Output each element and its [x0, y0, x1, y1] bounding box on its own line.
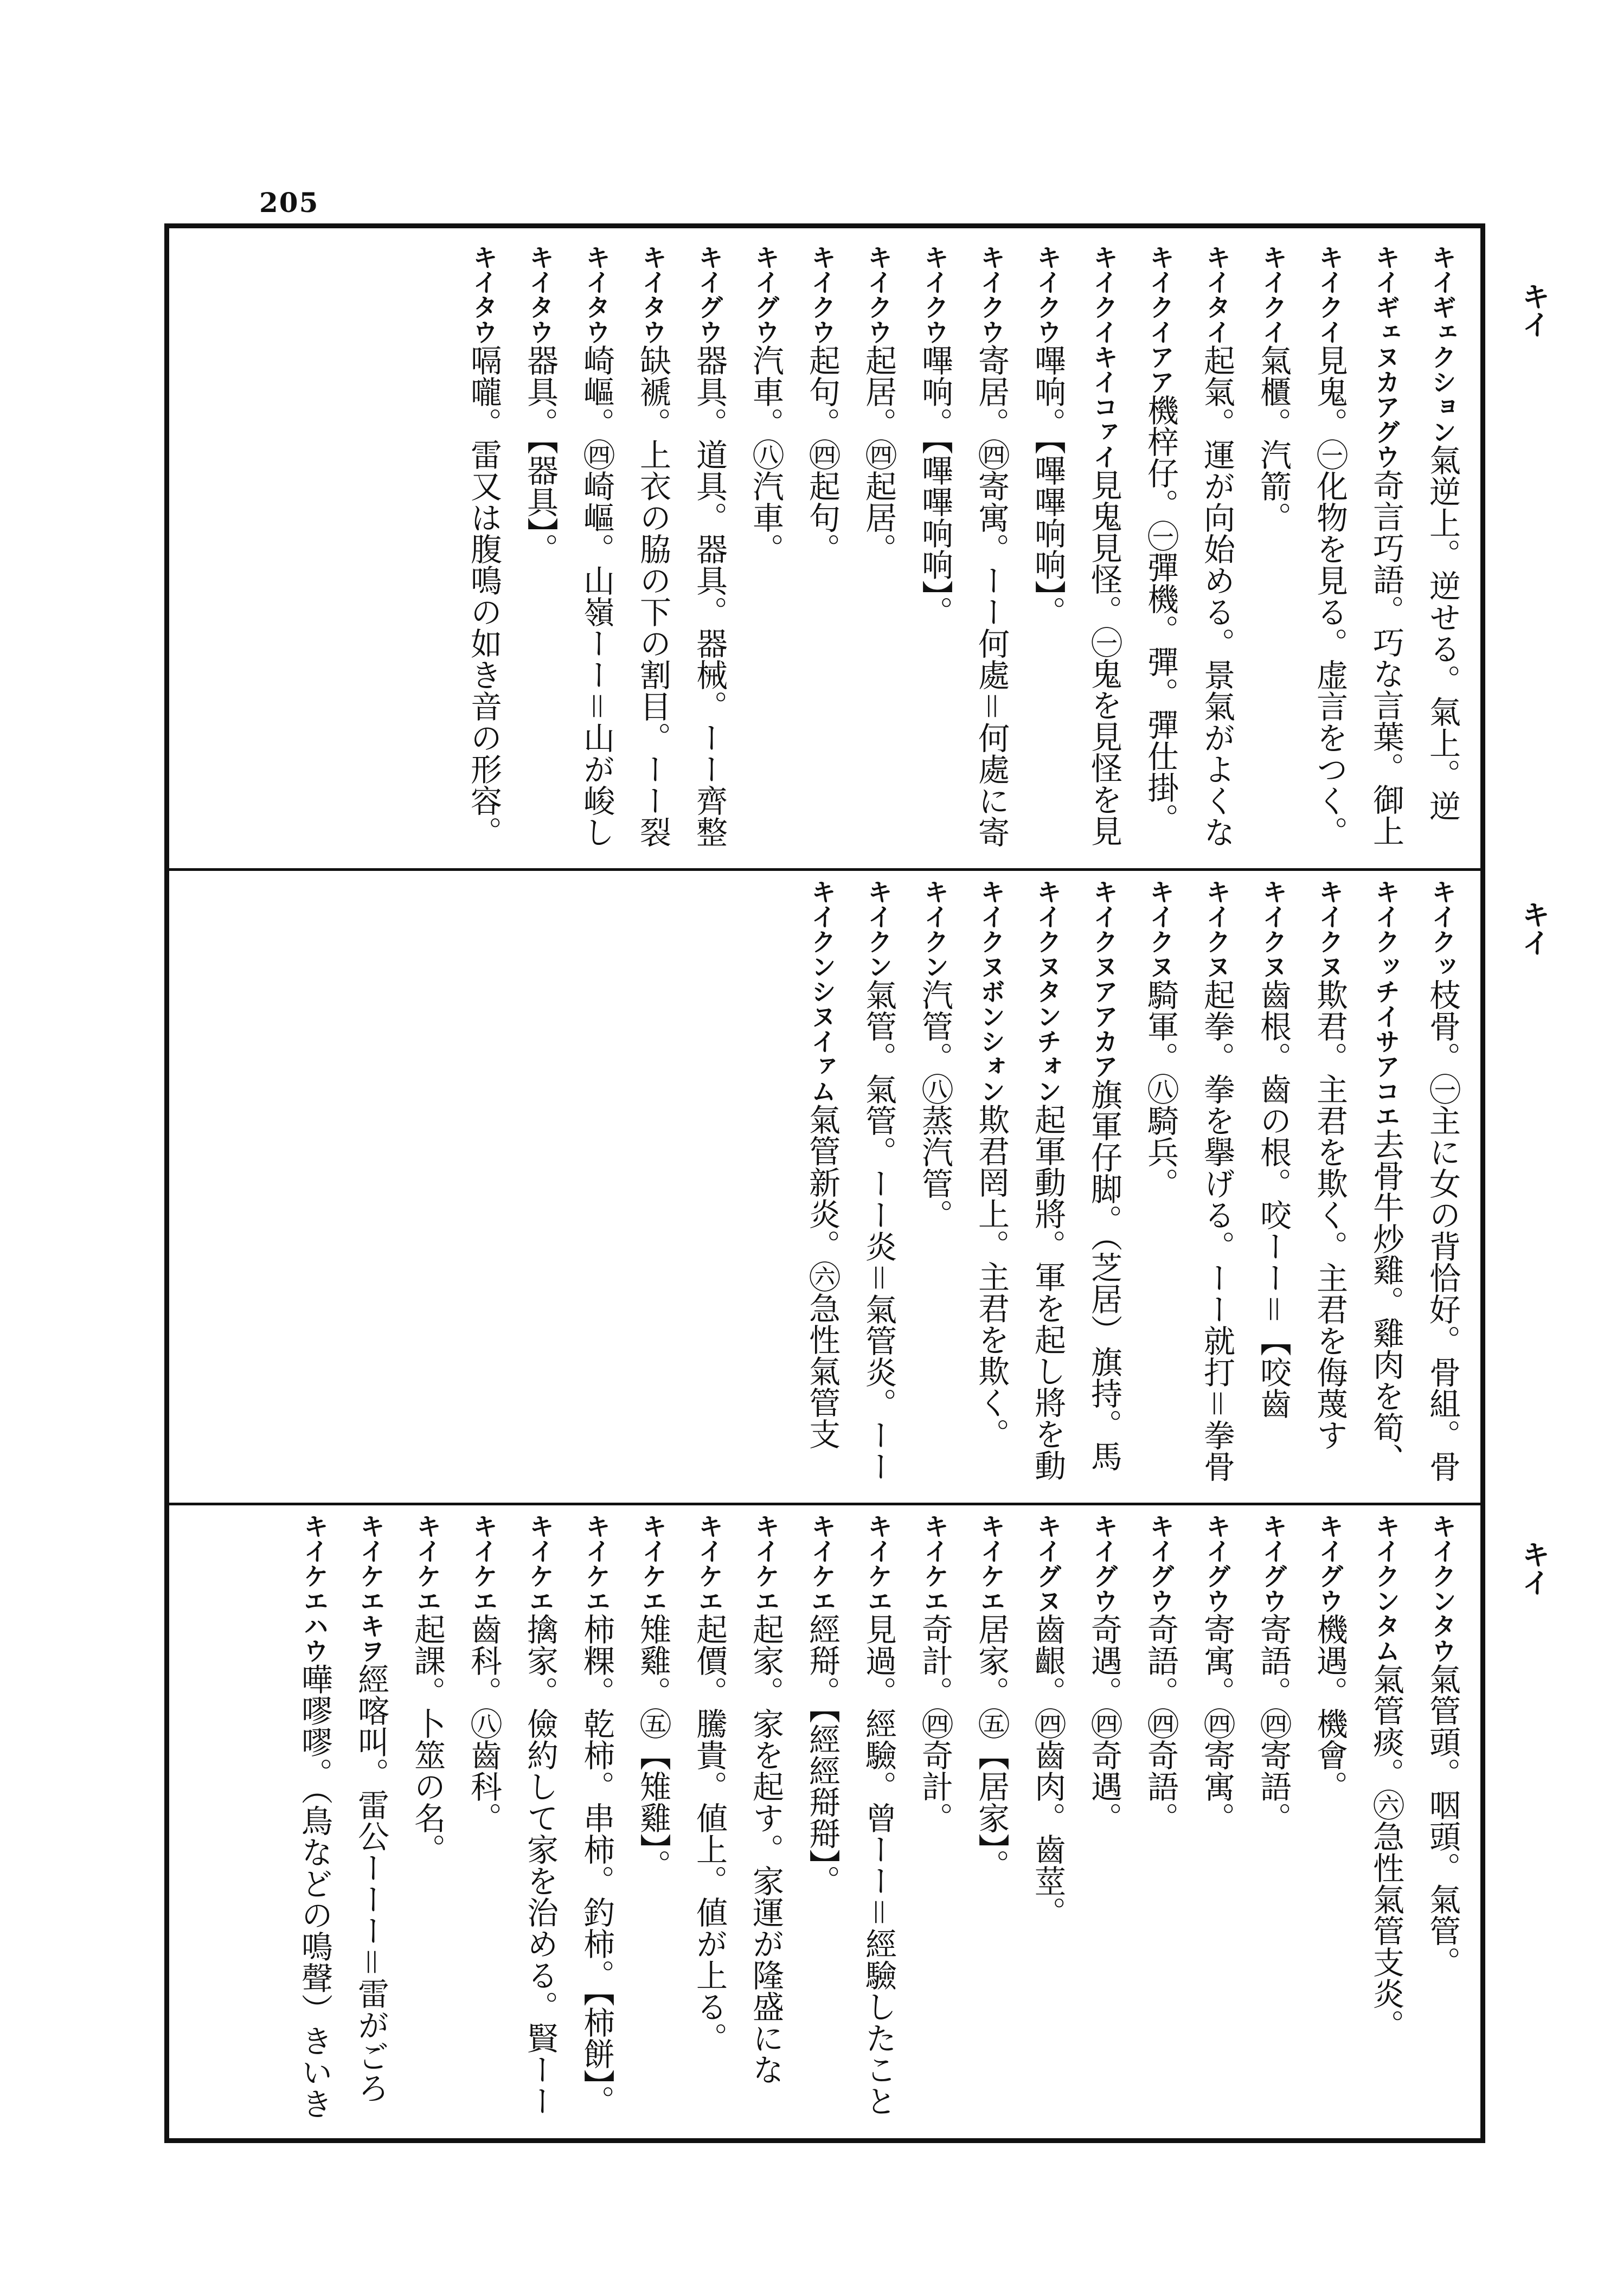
- entry: [1245, 1513, 1301, 2132]
- entry-text: 嘩嘐嘐。（鳥などの鳴聲）きいき: [296, 1663, 333, 2119]
- entry: [1019, 879, 1076, 1497]
- entry: [1245, 245, 1301, 863]
- entry-text: 器具。【器具】。: [522, 344, 559, 565]
- entry-reading: キイグウ: [751, 245, 780, 344]
- dictionary-frame: [164, 223, 1485, 2143]
- entry-reading: キイギェヌカアグウ: [1371, 245, 1401, 469]
- entry: [1358, 245, 1414, 863]
- entry: [963, 245, 1019, 863]
- entry-reading: キイクイ: [1259, 245, 1288, 344]
- entry-text: 柿粿。乾柿。串柿。釣柿。【柿餅】。: [578, 1613, 615, 2117]
- entry: [850, 245, 907, 863]
- entry: [1076, 879, 1132, 1497]
- entry: [456, 1513, 512, 2132]
- section-bottom: [179, 1513, 1471, 2132]
- entry: [681, 1513, 737, 2132]
- entry-text: 氣管痰。㊅急性氣管支炎。: [1368, 1663, 1404, 2041]
- entry-reading: キイクウ: [977, 245, 1006, 344]
- entry-text: 氣管新炎。㊅急性氣管支: [804, 1104, 841, 1450]
- entry-text: 起拳。拳を擧げる。ーー就打＝拳骨: [1198, 979, 1235, 1483]
- page-number: 205: [259, 187, 319, 219]
- entry-text: 嗶响。【嗶嗶响响】。: [1029, 344, 1066, 627]
- entry-reading: キイグウ: [1259, 1513, 1288, 1613]
- entry-reading: キイタウ: [582, 245, 611, 344]
- entry: [1414, 1513, 1471, 2132]
- entry-reading: キイグウ: [1202, 1513, 1231, 1613]
- entry: [1301, 245, 1358, 863]
- entry-reading: キイグウ: [1089, 1513, 1119, 1613]
- entry-reading: キイクヌ: [1202, 879, 1231, 979]
- entry-text: 見鬼。㊀化物を見る。虚言をつく。: [1311, 344, 1348, 848]
- entry-text: 嗝嚨。雷又は腹鳴の如き音の形容。: [465, 344, 502, 848]
- entry-reading: キイケエ: [413, 1513, 442, 1613]
- entry-text: 見鬼見怪。㊀鬼を見怪を見: [1086, 469, 1122, 846]
- entry: [1132, 245, 1189, 863]
- entry: [907, 1513, 963, 2132]
- entry-text: 奇遇。㊃奇遇。: [1086, 1613, 1122, 1833]
- entry-text: 氣管。氣管。ーー炎＝氣管炎。ーー: [860, 979, 897, 1483]
- entry: [907, 245, 963, 863]
- entry-reading: キイクウ: [807, 245, 837, 344]
- entry: [568, 1513, 625, 2132]
- entry-reading: キイクイ: [1315, 245, 1344, 344]
- entry-text: 起價。騰貴。値上。値が上る。: [691, 1613, 728, 2054]
- entry: [1301, 1513, 1358, 2132]
- entry: [963, 879, 1019, 1497]
- entry: [568, 245, 625, 863]
- entry: [512, 1513, 568, 2132]
- entry-text: 汽管。㊇蒸汽管。: [916, 979, 953, 1230]
- entry-text: 起軍動將。軍を起し將を動: [1029, 1104, 1066, 1481]
- entry-reading: キイタイ: [1202, 245, 1231, 344]
- entry-reading: キイグウ: [695, 245, 724, 344]
- entry: [737, 1513, 794, 2132]
- entry: [850, 1513, 907, 2132]
- entry-text: 齒科。㊇齒科。: [465, 1613, 502, 1833]
- entry-text: 去骨牛炒雞。雞肉を筍、: [1368, 1128, 1404, 1474]
- entry-reading: キイクッチイサアコエ: [1371, 879, 1401, 1128]
- section-middle: [179, 879, 1471, 1497]
- entry: [1189, 879, 1245, 1497]
- entry-text: 起課。卜筮の名。: [409, 1613, 446, 1865]
- entry-reading: キイケエ: [751, 1513, 780, 1613]
- entry: [1076, 245, 1132, 863]
- entry-text: 起家。家を起す。家運が隆盛にな: [747, 1613, 784, 2085]
- side-header-bottom: キイ: [1517, 1540, 1550, 1596]
- side-header-middle: キイ: [1517, 900, 1550, 957]
- entry-text: 氣管頭。咽頭。氣管。: [1424, 1663, 1461, 1978]
- entry-text: 缺褫。上衣の脇の下の割目。ーー裂: [634, 344, 671, 848]
- section-top: [179, 245, 1471, 863]
- entry: [1076, 1513, 1132, 2132]
- entry-text: 崎嶇。㊃崎嶇。山嶺ーー＝山が峻し: [578, 344, 615, 848]
- entry: [1245, 879, 1301, 1497]
- entry-text: 起氣。運が向始める。景氣がよくな: [1198, 344, 1235, 848]
- entry: [737, 245, 794, 863]
- entry-text: 欺君罔上。主君を欺く。: [973, 1104, 1010, 1450]
- entry-reading: キイクヌタンチォン: [1033, 879, 1062, 1104]
- entry-reading: キイケエキヲ: [356, 1513, 386, 1663]
- entry: [1301, 879, 1358, 1497]
- entry-reading: キイタウ: [469, 245, 498, 344]
- entry-text: 旗軍仔脚。（芝居）旗持。馬: [1086, 1079, 1122, 1472]
- entry-reading: キイクイアア: [1146, 245, 1175, 394]
- entry-reading: キイタウ: [638, 245, 668, 344]
- entry-text: 寄語。㊃寄語。: [1255, 1613, 1292, 1833]
- entry: [794, 245, 850, 863]
- entry-text: 氣逆上。逆せる。氣上。逆: [1424, 444, 1461, 822]
- entry-text: 枝骨。㊀主に女の背恰好。骨組。骨: [1424, 979, 1461, 1482]
- entry-text: 奇計。㊃奇計。: [916, 1613, 953, 1833]
- entry-reading: キイクウ: [864, 245, 893, 344]
- entry-reading: キイグウ: [1315, 1513, 1344, 1613]
- section-divider: [169, 1503, 1480, 1505]
- entry: [1414, 879, 1471, 1497]
- entry: [963, 1513, 1019, 2132]
- entry-text: 居家。㊄【居家】。: [973, 1613, 1010, 1881]
- entry-reading: キイケエハウ: [300, 1513, 329, 1663]
- entry: [794, 879, 850, 1497]
- entry-text: 齒齦。㊃齒肉。齒莖。: [1029, 1613, 1066, 1928]
- entry: [512, 245, 568, 863]
- entry-reading: キイクン: [864, 879, 893, 979]
- entry-reading: キイケエ: [638, 1513, 668, 1613]
- entry: [1358, 1513, 1414, 2132]
- entry-reading: キイクンタウ: [1428, 1513, 1457, 1663]
- entry-text: 嗶响。【嗶嗶响响】。: [916, 344, 953, 627]
- entry-reading: キイケエ: [807, 1513, 837, 1613]
- entry-text: 起句。㊃起句。: [804, 344, 841, 565]
- entry-text: 雉雞。㊄【雉雞】。: [634, 1613, 671, 1881]
- entry-text: 機梓仔。㊀彈機。彈。彈仕掛。: [1142, 394, 1179, 835]
- entry: [1189, 245, 1245, 863]
- entry-reading: キイケエ: [525, 1513, 555, 1613]
- entry: [1414, 245, 1471, 863]
- section-divider: [169, 868, 1480, 871]
- entry-reading: キイクウ: [1033, 245, 1062, 344]
- entry: [1189, 1513, 1245, 2132]
- entry-text: 齒根。齒の根。咬ーー＝【咬齒: [1255, 979, 1292, 1420]
- entry-reading: キイクン: [920, 879, 950, 979]
- entry-reading: キイケエ: [864, 1513, 893, 1613]
- entry-text: 寄寓。㊃寄寓。: [1198, 1613, 1235, 1833]
- entry-text: 奇言巧語。巧な言葉。御上: [1368, 469, 1404, 846]
- entry-reading: キイクイキイコァイ: [1089, 245, 1119, 469]
- entry-reading: キイクッ: [1428, 879, 1457, 979]
- entry-text: 寄居。㊃寄寓。ーー何處＝何處に寄: [973, 344, 1010, 848]
- entry-reading: キイクンシヌイァム: [807, 879, 837, 1104]
- entry: [456, 245, 512, 863]
- entry-reading: キイクヌボンシォン: [977, 879, 1006, 1104]
- entry-reading: キイクヌアアカア: [1089, 879, 1119, 1079]
- entry: [399, 1513, 456, 2132]
- entry: [1358, 879, 1414, 1497]
- entry-reading: キイギェクション: [1428, 245, 1457, 444]
- entry-reading: キイクンタム: [1371, 1513, 1401, 1663]
- entry-reading: キイグヌ: [1033, 1513, 1062, 1613]
- entry: [625, 1513, 681, 2132]
- entry-text: 汽車。㊇汽車。: [747, 344, 784, 565]
- entry: [625, 245, 681, 863]
- entry: [850, 879, 907, 1497]
- entry-text: 起居。㊃起居。: [860, 344, 897, 565]
- entry-reading: キイクヌ: [1259, 879, 1288, 979]
- entry-text: 經搿。【經經搿搿】。: [804, 1613, 841, 1896]
- entry-reading: キイケエ: [582, 1513, 611, 1613]
- entry: [681, 245, 737, 863]
- entry: [1132, 879, 1189, 1497]
- entry-reading: キイケエ: [977, 1513, 1006, 1613]
- entry-text: 奇語。㊃奇語。: [1142, 1613, 1179, 1833]
- entry-reading: キイケエ: [695, 1513, 724, 1613]
- entry-reading: キイケエ: [469, 1513, 498, 1613]
- entry-reading: キイケエ: [920, 1513, 950, 1613]
- entry: [907, 879, 963, 1497]
- entry-reading: キイクヌ: [1146, 879, 1175, 979]
- entry-text: 氣櫃。汽箭。: [1255, 344, 1292, 533]
- entry-text: 騎軍。㊇騎兵。: [1142, 979, 1179, 1199]
- entry-reading: キイグウ: [1146, 1513, 1175, 1613]
- entry-text: 擒家。儉約して家を治める。賢ーー: [522, 1613, 559, 2117]
- entry-text: 經喀叫。雷公ーーー＝雷がごろ: [352, 1663, 389, 2104]
- entry: [1019, 1513, 1076, 2132]
- entry-reading: キイクヌ: [1315, 879, 1344, 979]
- entry: [286, 1513, 343, 2132]
- entry-text: 器具。道具。器具。器械。ーー齊整: [691, 344, 728, 848]
- entry-text: 機遇。機會。: [1311, 1613, 1348, 1802]
- entry-reading: キイクウ: [920, 245, 950, 344]
- side-header-top: キイ: [1517, 282, 1550, 338]
- entry: [343, 1513, 399, 2132]
- entry-text: 見過。經驗。曾ーー＝經驗したこと: [860, 1613, 897, 2117]
- entry: [1132, 1513, 1189, 2132]
- entry-reading: キイタウ: [525, 245, 555, 344]
- entry-text: 欺君。主君を欺く。主君を侮蔑す: [1311, 979, 1348, 1451]
- entry: [1019, 245, 1076, 863]
- entry: [794, 1513, 850, 2132]
